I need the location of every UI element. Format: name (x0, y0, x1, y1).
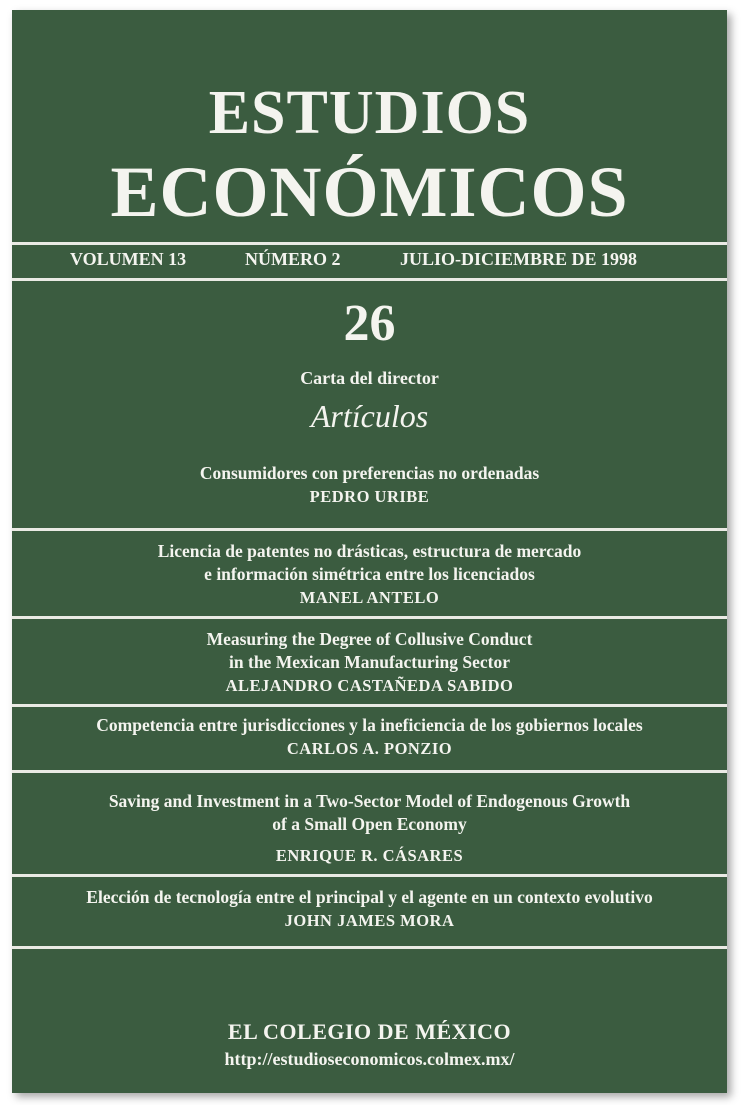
article-author: ENRIQUE R. CÁSARES (275, 846, 464, 865)
divider-rule (12, 242, 727, 245)
article-title-continued: of a Small Open Economy (272, 814, 467, 834)
period-label: JULIO-DICIEMBRE DE 1998 (400, 249, 638, 269)
article-title: Measuring the Degree of Collusive Conduct (206, 629, 533, 649)
director-letter-heading: Carta del director (300, 368, 439, 388)
divider-rule (12, 528, 727, 531)
article-title: Licencia de patentes no drásticas, estructura de mercado (157, 541, 582, 561)
article-entry (12, 540, 727, 609)
journal-cover (12, 10, 727, 1093)
article-title: Saving and Investment in a Two-Sector Model of Endogenous Growth (108, 791, 631, 811)
divider-rule (12, 946, 727, 949)
divider-rule (12, 770, 727, 773)
divider-rule (12, 874, 727, 877)
issue-sequence-number: 26 (343, 295, 396, 352)
issue-number-label: NÚMERO 2 (245, 249, 341, 269)
issue-info-row (12, 246, 727, 272)
article-author: MANEL ANTELO (299, 588, 440, 607)
article-title: Consumidores con preferencias no ordenadas (199, 463, 540, 483)
divider-rule (12, 278, 727, 281)
article-title-continued: in the Mexican Manufacturing Sector (229, 652, 510, 672)
publisher-name: EL COLEGIO DE MÉXICO (227, 1019, 512, 1044)
articles-section-heading: Artículos (310, 398, 429, 434)
volume-label: VOLUMEN 13 (70, 249, 187, 269)
article-entry (12, 790, 727, 867)
article-author: CARLOS A. PONZIO (286, 739, 453, 758)
article-entry (12, 462, 727, 508)
journal-title-line-2: ECONÓMICOS (110, 152, 629, 232)
article-title: Competencia entre jurisdicciones y la ineficiencia de los gobiernos locales (96, 715, 643, 735)
article-entry (12, 714, 727, 760)
article-title: Elección de tecnología entre el principal y el agente en un contexto evolutivo (86, 887, 653, 907)
article-entry (12, 886, 727, 932)
article-entry (12, 628, 727, 697)
journal-title-line-1: ESTUDIOS (208, 79, 531, 147)
publisher-url: http://estudioseconomicos.colmex.mx/ (224, 1049, 515, 1069)
article-title-continued: e información simétrica entre los licenciados (204, 564, 535, 584)
divider-rule (12, 704, 727, 707)
article-author: PEDRO URIBE (309, 487, 430, 506)
article-author: JOHN JAMES MORA (284, 911, 455, 930)
divider-rule (12, 616, 727, 619)
article-author: ALEJANDRO CASTAÑEDA SABIDO (225, 676, 514, 695)
